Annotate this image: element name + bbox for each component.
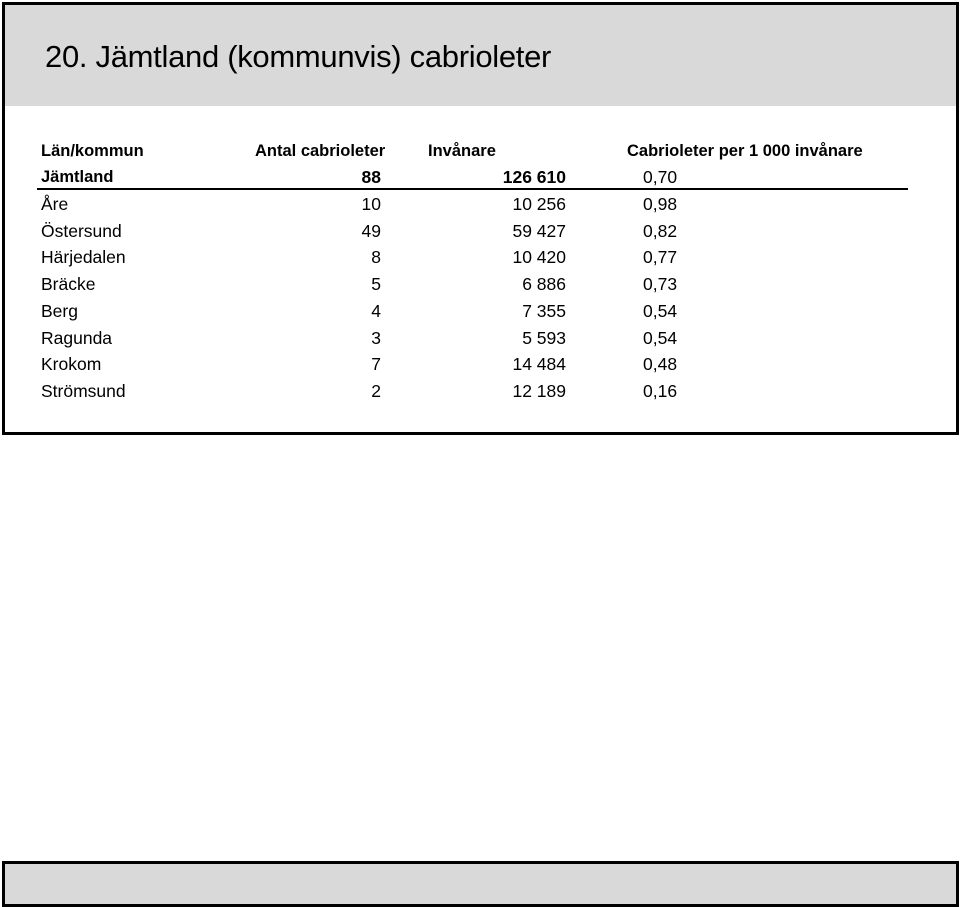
- table-row: [5, 271, 956, 297]
- row-population: 5 593: [522, 327, 566, 348]
- row-count: 4: [371, 300, 381, 321]
- total-name: Jämtland: [41, 168, 114, 186]
- page-title: 20. Jämtland (kommunvis) cabrioleter: [45, 39, 552, 74]
- row-ratio: 0,82: [643, 220, 678, 241]
- row-name: Härjedalen: [41, 247, 126, 268]
- table-row: [5, 244, 956, 270]
- row-ratio: 0,98: [643, 194, 678, 214]
- row-ratio: 0,48: [643, 354, 678, 375]
- row-name: Strömsund: [41, 380, 126, 401]
- next-section-bar: [2, 861, 959, 907]
- row-count: 49: [361, 220, 381, 241]
- table-row: [5, 351, 956, 377]
- row-ratio: 0,73: [643, 274, 678, 295]
- row-ratio: 0,54: [643, 327, 678, 348]
- table-row: [5, 325, 956, 351]
- row-population: 7 355: [522, 300, 566, 321]
- row-count: 8: [371, 247, 381, 268]
- row-ratio: 0,16: [643, 380, 678, 401]
- row-name: Ragunda: [41, 327, 113, 348]
- row-count: 7: [371, 354, 381, 375]
- title-bar: [2, 2, 959, 112]
- table-header-row: [5, 138, 956, 164]
- header-name: Län/kommun: [41, 142, 144, 160]
- row-population: 14 484: [512, 354, 566, 375]
- table-total-row: [5, 164, 956, 190]
- header-ratio: Cabrioleter per 1 000 invånare: [627, 142, 863, 160]
- row-name: Östersund: [41, 220, 122, 241]
- data-table: [2, 106, 959, 435]
- row-name: Bräcke: [41, 274, 96, 295]
- total-count: 88: [361, 167, 381, 187]
- table-row: [5, 378, 956, 404]
- total-divider: [37, 188, 908, 190]
- row-population: 59 427: [512, 220, 566, 241]
- table-row: [5, 191, 956, 217]
- total-ratio: 0,70: [643, 167, 678, 187]
- table-row: [5, 218, 956, 244]
- row-name: Åre: [41, 194, 69, 214]
- row-count: 2: [371, 380, 381, 401]
- header-population: Invånare: [428, 142, 496, 160]
- row-count: 3: [371, 327, 381, 348]
- row-count: 10: [361, 194, 381, 214]
- row-count: 5: [371, 274, 381, 295]
- total-population: 126 610: [502, 167, 566, 187]
- row-population: 10 256: [512, 194, 566, 214]
- header-count: Antal cabrioleter: [255, 142, 386, 160]
- row-ratio: 0,77: [643, 247, 678, 268]
- row-population: 10 420: [512, 247, 566, 268]
- row-ratio: 0,54: [643, 300, 678, 321]
- row-name: Krokom: [41, 354, 102, 375]
- row-population: 12 189: [512, 380, 566, 401]
- row-population: 6 886: [522, 274, 566, 295]
- row-name: Berg: [41, 300, 78, 321]
- table-row: [5, 298, 956, 324]
